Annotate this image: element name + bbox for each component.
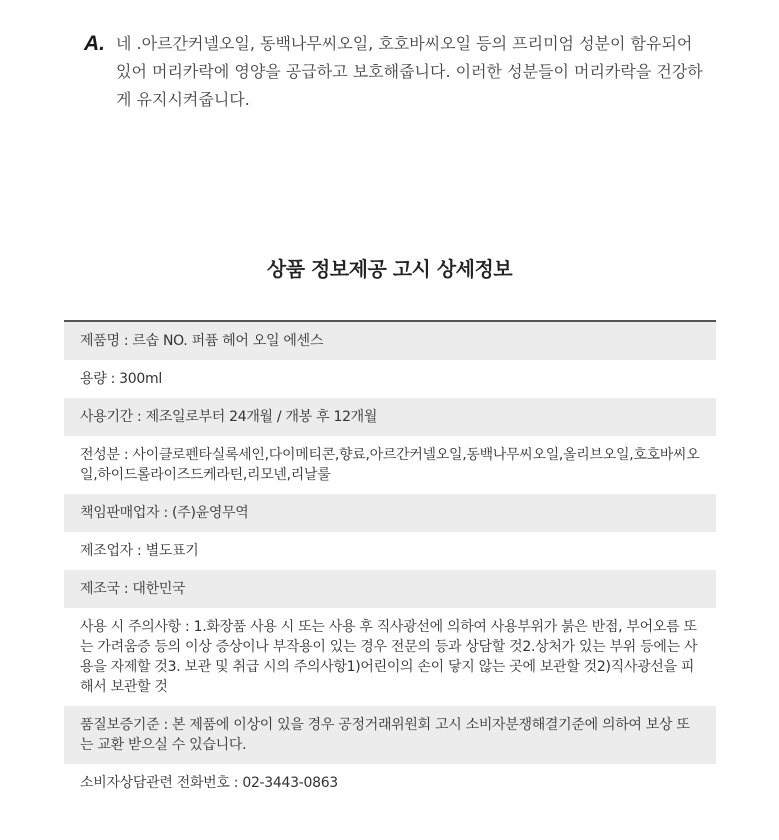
info-row-origin: 제조국 : 대한민국 [64, 570, 716, 608]
info-row-product-name: 제품명 : 르솝 NO. 퍼퓸 헤어 오일 에센스 [64, 322, 716, 360]
info-row-customer-phone: 소비자상담관련 전화번호 : 02-3443-0863 [80, 775, 338, 791]
info-row-ingredients: 전성분 : 사이클로펜타실록세인,다이메티콘,향료,아르간커넬오일,동백나무씨오일,올리브오일,호호바씨오일,하이드롤라이즈드케라틴,리모넨,리날룰 [80, 447, 700, 483]
info-row-precautions: 사용 시 주의사항 : 1.화장품 사용 시 또는 사용 후 직사광선에 의하여 사용부위가 붉은 반점, 부어오름 또는 가려움증 등의 이상 증상이나 부작용이 있는 경우 전문의 등과 상담할 것2.상처가 있는 부위 등에는 사용을 자제할 것3. 보관 및 취급 시의 주의사항1)어린이의 손이 닿지 않는 곳에 보관할 것2)직사광선을 피해서 보관할 것 [80, 619, 698, 695]
page-title: 상품 정보제공 고시 상세정보 [266, 257, 513, 281]
answer-mark: A. [84, 32, 105, 55]
info-row-capacity: 용량 : 300ml [80, 371, 162, 387]
faq-answer [84, 30, 724, 114]
info-row-shelf-life: 사용기간 : 제조일로부터 24개월 / 개봉 후 12개월 [64, 398, 716, 436]
product-info-table [64, 320, 716, 802]
info-row-quality-guarantee: 품질보증기준 : 본 제품에 이상이 있을 경우 공정거래위원회 고시 소비자분쟁해결기준에 의하여 보상 또는 교환 받으실 수 있습니다. [64, 706, 716, 764]
answer-text: 네 .아르간커넬오일, 동백나무씨오일, 호호바씨오일 등의 프리미엄 성분이 함유되어 있어 머리카락에 영양을 공급하고 보호해줍니다. 이러한 성분들이 머리카락을 건강하게 유지시켜줍니다. [116, 34, 703, 109]
info-row-distributor: 책임판매업자 : (주)윤영무역 [64, 494, 716, 532]
info-row-manufacturer: 제조업자 : 별도표기 [80, 543, 199, 559]
